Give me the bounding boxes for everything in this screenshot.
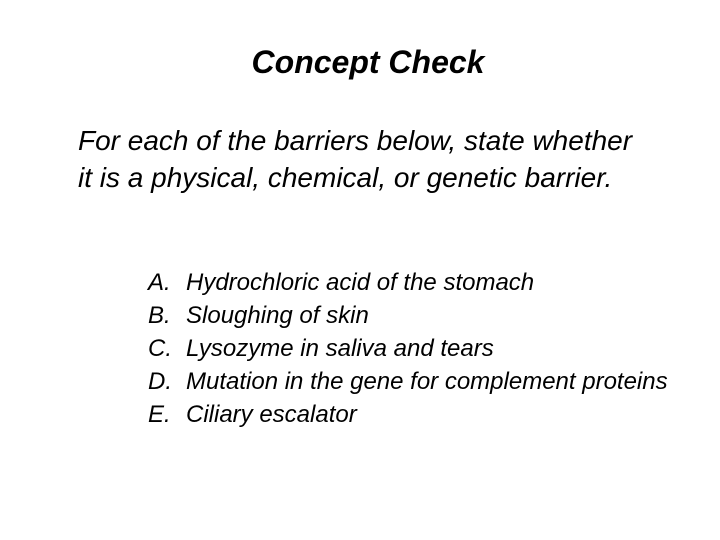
option-letter: A. [148,269,171,296]
list-item-c [148,332,668,365]
answer-list [148,266,668,431]
slide-title: Concept Check [251,44,485,80]
option-letter: E. [148,401,171,428]
list-item-b [148,299,668,332]
list-item-d [148,365,668,398]
option-letter: D. [148,368,172,395]
option-text: Lysozyme in saliva and tears [186,335,494,362]
option-text: Sloughing of skin [186,302,369,329]
list-item-e [148,398,668,431]
question-prompt: For each of the barriers below, state whether it is a physical, chemical, or genetic barrier. [78,125,633,193]
option-text: Mutation in the gene for complement proteins [186,368,668,395]
option-letter: C. [148,335,172,362]
option-text: Hydrochloric acid of the stomach [186,269,535,296]
option-letter: B. [148,302,171,329]
list-item-a [148,266,668,299]
option-text: Ciliary escalator [186,401,357,428]
